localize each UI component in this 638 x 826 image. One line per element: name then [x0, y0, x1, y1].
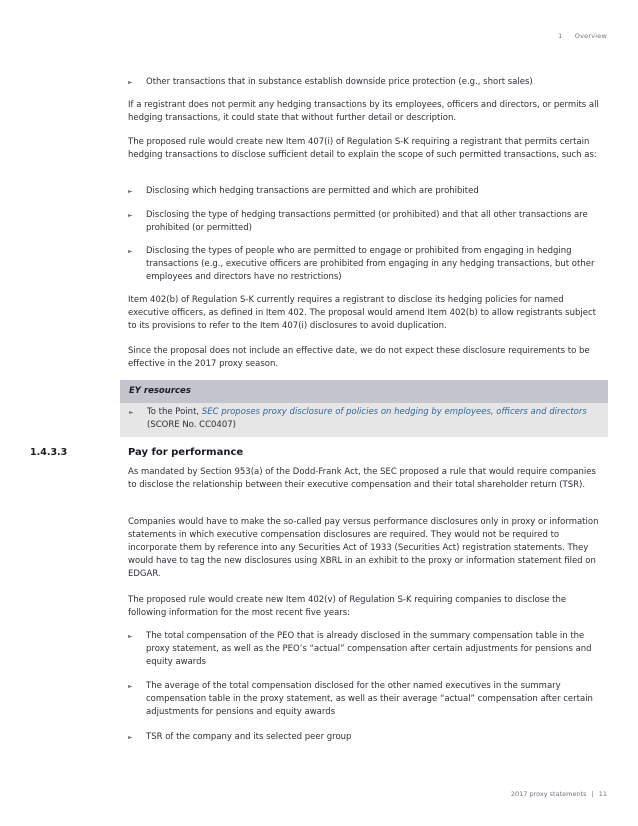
- paragraph-item-402b: Item 402(b) of Regulation S-K currently requires a registrant to disclose its hedging policies for named executive officers, as defined in Item 402. The proposal would amend Item 402(b) to allow registrants subject to its provisions to refer to the Item 407(i) disclosures to avoid duplication.: [128, 295, 596, 331]
- chapter-title: Overview: [574, 32, 607, 40]
- bullet-marker-icon: ►: [128, 633, 133, 640]
- bullet-text: TSR of the company and its selected peer group: [146, 732, 352, 742]
- page-footer: [511, 790, 607, 798]
- paragraph-companies: Companies would have to make the so-called pay versus performance disclosures only in proxy or information statements in which executive compensation disclosures are required. They would not be required to incorporate them by reference into any Securities Act of 1933 (Securities Act) registration statements. They would have to tag the new disclosures using XBRL in an exhibit to the proxy or information statement filed on EDGAR.: [128, 517, 599, 579]
- bullet-marker-icon: ►: [128, 188, 133, 195]
- bullet-marker-icon: ►: [128, 212, 133, 219]
- bullet-item: [128, 76, 607, 89]
- paragraph-proposed-407: The proposed rule would create new Item 407(i) of Regulation S-K requiring a registrant that permits certain hedging transactions to disclose sufficient detail to explain the scope of such permitted transactions, such as:: [128, 137, 597, 160]
- bullet-text: The total compensation of the PEO that is already disclosed in the summary compensation table in the proxy statement, as well as the PEO’s “actual” compensation after certain adjustments for pensions and equity awards: [146, 631, 592, 667]
- bullet-text: Disclosing the types of people who are permitted to engage or prohibited from engaging in hedging transactions (e.g., executive officers are prohibited from engaging in any hedging transactions, but other employees and directors have no restrictions): [146, 246, 595, 282]
- section-title: Pay for performance: [128, 447, 244, 458]
- bullet-item: [128, 680, 607, 719]
- ey-resource-text: [147, 406, 599, 432]
- ey-resources-heading: EY resources: [129, 386, 191, 396]
- running-header: [558, 32, 607, 40]
- section-number: 1.4.3.3: [30, 447, 68, 458]
- paragraph-effective-date: Since the proposal does not include an effective date, we do not expect these disclosure requirements to be effective in the 2017 proxy season.: [128, 346, 590, 369]
- paragraph-proposed-402v: The proposed rule would create new Item 402(v) of Regulation S-K requiring companies to disclose the following information for the most recent five years:: [128, 595, 567, 618]
- ey-resource-suffix: (SCORE No. CC0407): [147, 420, 236, 430]
- bullet-marker-icon: ►: [128, 734, 133, 741]
- bullet-marker-icon: ►: [128, 683, 133, 690]
- bullet-marker-icon: ►: [128, 79, 133, 86]
- ey-resources-header: [120, 380, 608, 403]
- chapter-number: 1: [558, 32, 563, 40]
- ey-resources-box: [120, 380, 608, 437]
- ey-resource-link[interactable]: SEC proposes proxy disclosure of policies on hedging by employees, officers and directors: [201, 407, 587, 417]
- footer-separator: |: [591, 790, 594, 798]
- bullet-item: [128, 731, 607, 744]
- bullet-marker-icon: ►: [129, 409, 134, 416]
- bullet-text: Disclosing which hedging transactions are permitted and which are prohibited: [146, 186, 479, 196]
- bullet-item: [128, 185, 607, 198]
- bullet-item: [128, 245, 607, 284]
- paragraph-registrant: If a registrant does not permit any hedging transactions by its employees, officers and directors, or permits all hedging transactions, it could state that without further detail or description.: [128, 100, 599, 123]
- bullet-item: [128, 209, 607, 235]
- page-number: 11: [598, 790, 607, 798]
- bullet-text: Other transactions that in substance establish downside price protection (e.g., short sales): [146, 77, 533, 87]
- header-separator: [568, 32, 570, 40]
- bullet-marker-icon: ►: [128, 248, 133, 255]
- ey-resource-prefix: To the Point,: [147, 407, 202, 417]
- bullet-item: [128, 630, 607, 669]
- paragraph-mandated: As mandated by Section 953(a) of the Dodd-Frank Act, the SEC proposed a rule that would require companies to disclose the relationship between their executive compensation and their total shareholder return (TSR).: [128, 467, 596, 490]
- bullet-text: Disclosing the type of hedging transactions permitted (or prohibited) and that all other transactions are prohibited (or permitted): [146, 210, 588, 233]
- bullet-text: The average of the total compensation disclosed for the other named executives in the summary compensation table in the proxy statement, as well as their average “actual” compensation after certain adjustments for pensions and equity awards: [146, 681, 593, 717]
- footer-doc-title: 2017 proxy statements: [510, 790, 587, 798]
- ey-resource-item: [129, 406, 599, 432]
